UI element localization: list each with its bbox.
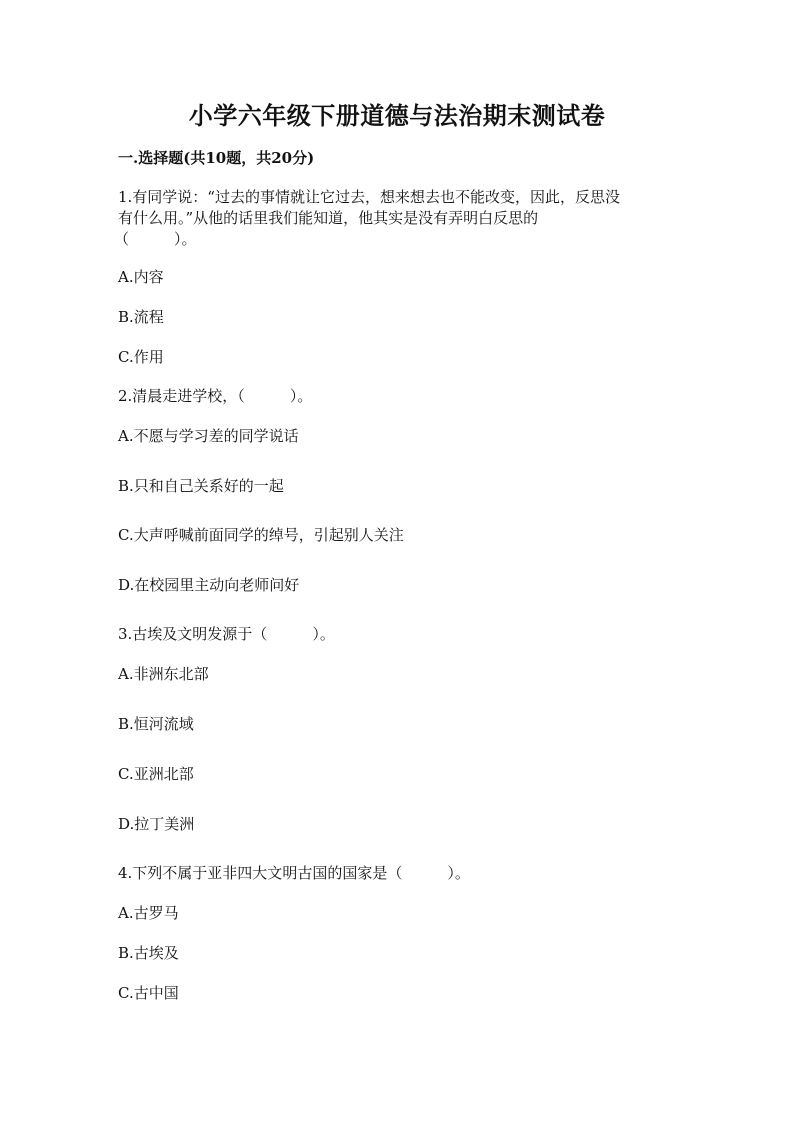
question-1-option-c: C.作用 [118,348,164,366]
question-3-option-b: B.恒河流域 [118,715,194,733]
question-1-option-b: B.流程 [118,308,164,326]
question-4-stem: 4.下列不属于亚非四大文明古国的国家是（ ）。 [118,864,470,882]
question-3-option-a: A.非洲东北部 [118,665,209,683]
question-4-option-c: C.古中国 [118,984,179,1002]
question-4-option-a: A.古罗马 [118,904,179,922]
question-2-option-b: B.只和自己关系好的一起 [118,477,284,495]
question-2-option-a: A.不愿与学习差的同学说话 [118,427,299,445]
question-2-option-c: C.大声呼喊前面同学的绰号，引起别人关注 [118,526,404,544]
question-2-stem: 2.清晨走进学校，（ ）。 [118,387,313,405]
question-2-option-d: D.在校园里主动向老师问好 [118,576,300,594]
page-title: 小学六年级下册道德与法治期末测试卷 [188,101,606,130]
section-heading: 一.选择题(共10题，共20分) [118,149,315,167]
question-1-stem-line-2: 有什么用。”从他的话里我们能知道，他其实是没有弄明白反思的 [118,209,539,227]
question-4-option-b: B.古埃及 [118,944,179,962]
question-1-option-a: A.内容 [118,268,164,286]
question-3-option-c: C.亚洲北部 [118,765,194,783]
question-3-option-d: D.拉丁美洲 [118,815,195,833]
question-1-answer-blank: （ ）。 [114,230,197,248]
question-1-stem-line-1: 1.有同学说：“过去的事情就让它过去，想来想去也不能改变，因此，反思没 [118,188,620,206]
question-3-stem: 3.古埃及文明发源于（ ）。 [118,625,335,643]
